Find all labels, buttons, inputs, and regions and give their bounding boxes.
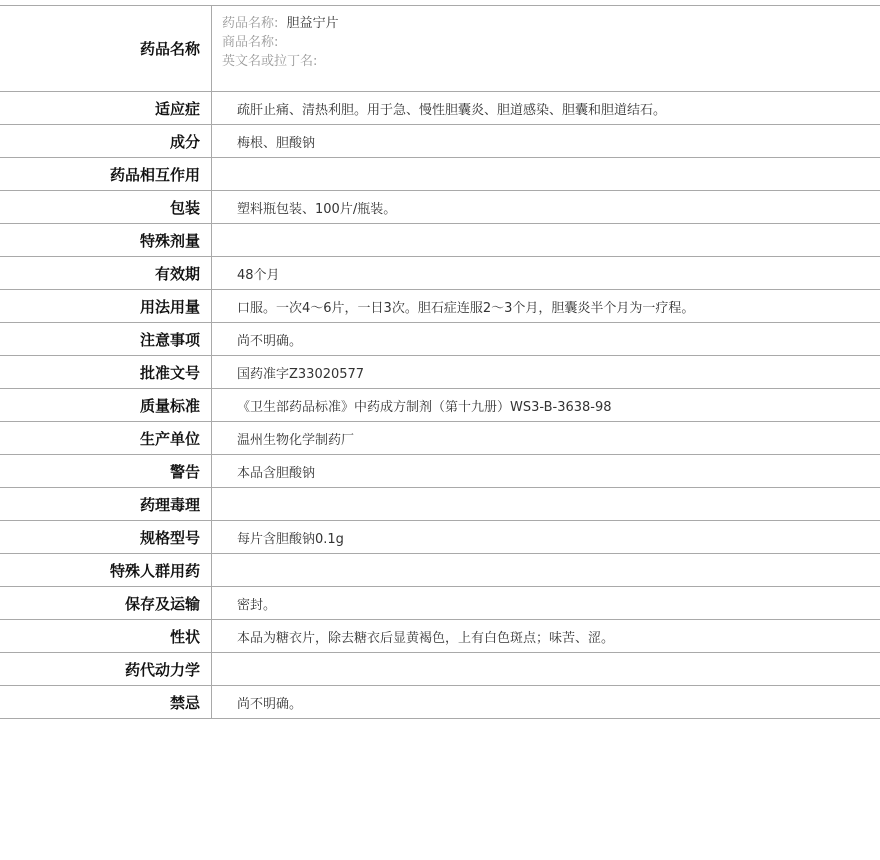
info-row [0, 389, 880, 422]
row-label: 性状 [0, 620, 212, 653]
row-label: 警告 [0, 455, 212, 488]
info-row [0, 620, 880, 653]
drug-name-heading: 药品名称 [0, 6, 212, 92]
trade-name-label: 商品名称: [222, 35, 279, 50]
info-row [0, 191, 880, 224]
info-row [0, 125, 880, 158]
row-value: 尚不明确。 [237, 696, 303, 712]
info-row [0, 92, 880, 125]
info-row [0, 224, 880, 257]
info-row [0, 323, 880, 356]
info-row [0, 257, 880, 290]
row-label: 注意事项 [0, 323, 212, 356]
info-row [0, 356, 880, 389]
generic-name-label: 药品名称: [222, 16, 279, 31]
row-label: 禁忌 [0, 686, 212, 719]
row-label: 包装 [0, 191, 212, 224]
info-row [0, 488, 880, 521]
row-value: 《卫生部药品标准》中药成方制剂（第十九册）WS3-B-3638-98 [237, 399, 612, 415]
english-name-line [222, 52, 880, 71]
info-row [0, 290, 880, 323]
info-row [0, 653, 880, 686]
drug-info-table [0, 5, 880, 719]
info-row [0, 686, 880, 719]
drug-name-values [212, 6, 880, 92]
row-value [212, 488, 880, 521]
row-label: 药代动力学 [0, 653, 212, 686]
row-value: 尚不明确。 [237, 333, 303, 349]
row-value: 密封。 [237, 597, 277, 613]
drug-info-body [0, 6, 880, 719]
row-label: 生产单位 [0, 422, 212, 455]
row-label: 保存及运输 [0, 587, 212, 620]
row-label: 药品相互作用 [0, 158, 212, 191]
row-label: 用法用量 [0, 290, 212, 323]
row-value: 本品含胆酸钠 [237, 465, 316, 481]
row-value: 每片含胆酸钠0.1g [237, 531, 344, 547]
row-label: 批准文号 [0, 356, 212, 389]
english-name-label: 英文名或拉丁名: [222, 54, 318, 69]
info-row [0, 587, 880, 620]
generic-name-line [222, 14, 880, 33]
row-value: 塑料瓶包装、100片/瓶装。 [237, 201, 397, 217]
drug-name-row [0, 6, 880, 92]
info-row [0, 521, 880, 554]
trade-name-line [222, 33, 880, 52]
row-value [212, 653, 880, 686]
row-value [212, 158, 880, 191]
row-label: 成分 [0, 125, 212, 158]
row-value [212, 554, 880, 587]
row-value: 疏肝止痛、清热利胆。用于急、慢性胆囊炎、胆道感染、胆囊和胆道结石。 [237, 102, 667, 118]
row-label: 药理毒理 [0, 488, 212, 521]
row-value: 本品为糖衣片，除去糖衣后显黄褐色，上有白色斑点；味苦、涩。 [237, 630, 615, 646]
row-value: 口服。一次4～6片，一日3次。胆石症连服2～3个月，胆囊炎半个月为一疗程。 [237, 300, 695, 316]
generic-name-value: 胆益宁片 [286, 16, 339, 31]
row-label: 特殊人群用药 [0, 554, 212, 587]
row-label: 适应症 [0, 92, 212, 125]
row-value: 梅根、胆酸钠 [237, 135, 316, 151]
row-value: 国药准字Z33020577 [237, 366, 365, 382]
info-row [0, 455, 880, 488]
info-row [0, 554, 880, 587]
row-label: 规格型号 [0, 521, 212, 554]
info-row [0, 158, 880, 191]
row-value: 温州生物化学制药厂 [237, 432, 355, 448]
row-label: 特殊剂量 [0, 224, 212, 257]
row-label: 质量标准 [0, 389, 212, 422]
row-value: 48个月 [237, 267, 280, 283]
info-row [0, 422, 880, 455]
row-value [212, 224, 880, 257]
row-label: 有效期 [0, 257, 212, 290]
